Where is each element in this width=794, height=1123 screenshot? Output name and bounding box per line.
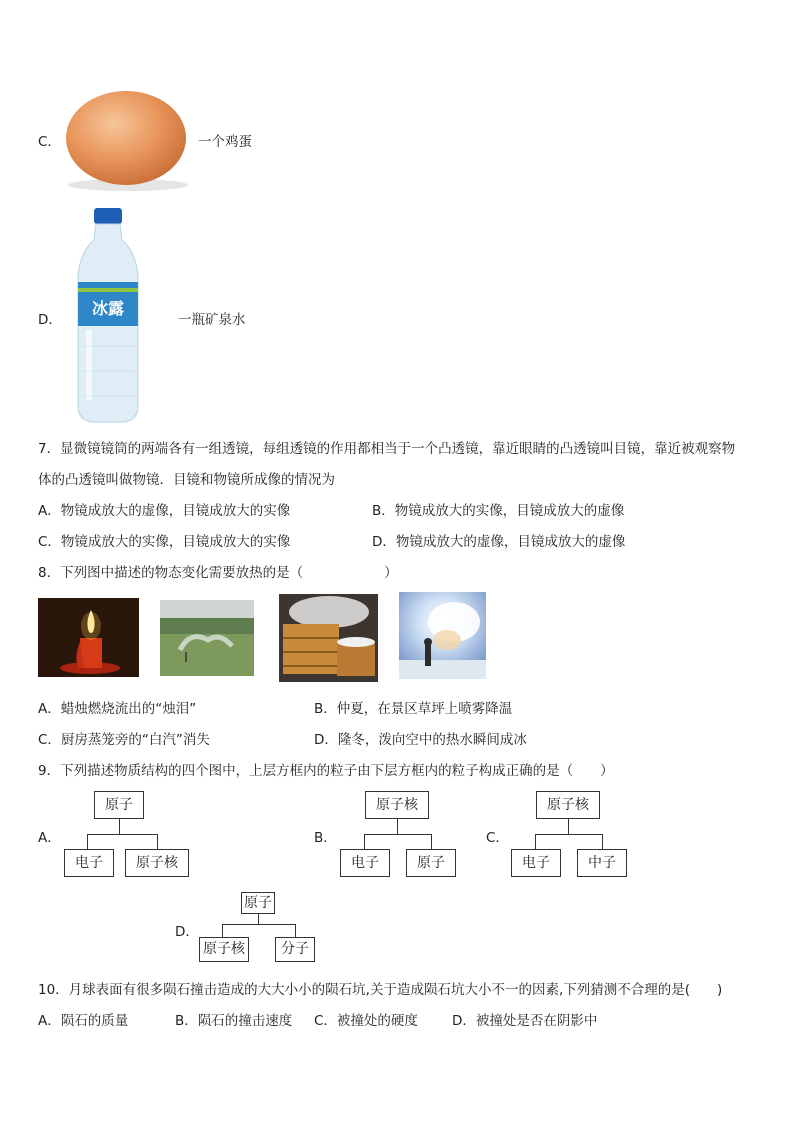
q9-a-left-box: 电子 [64, 849, 114, 877]
q9-a-top-box: 原子 [94, 791, 144, 819]
egg-caption: 一个鸡蛋 [198, 134, 252, 150]
q9-diagram-d-label: D． [175, 924, 199, 940]
q9-a-right-drop [157, 834, 158, 849]
q9-c-stem-line [568, 819, 569, 834]
water-bottle-caption: 一瓶矿泉水 [178, 312, 246, 328]
steamer-image [279, 594, 378, 682]
q9-a-right-box: 原子核 [125, 849, 189, 877]
option-d-label: D． [38, 312, 62, 328]
q9-stem: 9．下列描述物质结构的四个图中，上层方框内的粒子由下层方框内的粒子构成正确的是（ ） [38, 763, 614, 779]
q8-stem: 8．下列图中描述的物态变化需要放热的是（ ） [38, 565, 398, 581]
q8-option-a: A．蜡烛燃烧流出的“烛泪” [38, 701, 197, 717]
q9-b-right-box: 原子 [406, 849, 456, 877]
candle-image [38, 598, 139, 677]
q9-d-branch-line [222, 924, 295, 925]
q9-b-top-box: 原子核 [365, 791, 429, 819]
q10-option-d: D．被撞处是否在阴影中 [452, 1013, 598, 1029]
q9-b-left-box: 电子 [340, 849, 390, 877]
q9-c-branch-line [535, 834, 602, 835]
q9-d-right-drop [295, 924, 296, 937]
q8-option-b: B．仲夏，在景区草坪上喷雾降温 [314, 701, 513, 717]
q9-d-stem-line [258, 914, 259, 924]
q9-b-stem-line [397, 819, 398, 834]
bottle-brand-text: 冰露 [91, 299, 125, 318]
q10-option-c: C．被撞处的硬度 [314, 1013, 418, 1029]
water-bottle-image [72, 206, 144, 426]
q8-option-d: D．隆冬，泼向空中的热水瞬间成冰 [314, 732, 527, 748]
q9-d-left-box: 原子核 [199, 937, 249, 962]
q9-b-branch-line [364, 834, 431, 835]
q9-c-left-box: 电子 [511, 849, 561, 877]
q9-diagram-a-label: A． [38, 830, 61, 846]
q7-option-c: C．物镜成放大的实像，目镜成放大的实像 [38, 534, 291, 550]
q9-c-right-drop [602, 834, 603, 849]
q10-option-a: A．陨石的质量 [38, 1013, 129, 1029]
q9-c-left-drop [535, 834, 536, 849]
q9-a-stem-line [119, 819, 120, 834]
q9-d-right-box: 分子 [275, 937, 315, 962]
q9-b-left-drop [364, 834, 365, 849]
option-c-label: C． [38, 134, 61, 150]
q7-option-d: D．物镜成放大的虚像，目镜成放大的虚像 [372, 534, 626, 550]
q9-c-top-box: 原子核 [536, 791, 600, 819]
q7-option-a: A．物镜成放大的虚像，目镜成放大的实像 [38, 503, 291, 519]
q9-a-left-drop [87, 834, 88, 849]
q9-diagram-b-label: B． [314, 830, 337, 846]
egg-image [60, 88, 192, 192]
q9-diagram-c-label: C． [486, 830, 509, 846]
lawn-spray-image [160, 600, 254, 676]
q7-stem-line2: 体的凸透镜叫做物镜．目镜和物镜所成像的情况为 [38, 472, 335, 488]
q10-stem: 10．月球表面有很多陨石撞击造成的大大小小的陨石坑,关于造成陨石坑大小不一的因素,下列猜测不合理的是( ) [38, 982, 723, 998]
q8-option-c: C．厨房蒸笼旁的“白汽”消失 [38, 732, 210, 748]
q10-option-b: B．陨石的撞击速度 [175, 1013, 293, 1029]
q7-stem-line1: 7．显微镜镜筒的两端各有一组透镜，每组透镜的作用都相当于一个凸透镜，靠近眼睛的凸透镜叫目镜，靠近被观察物 [38, 441, 736, 457]
q9-b-right-drop [431, 834, 432, 849]
hot-water-freeze-image [399, 592, 486, 679]
q9-a-branch-line [87, 834, 157, 835]
q9-c-right-box: 中子 [577, 849, 627, 877]
q9-d-top-box: 原子 [241, 892, 275, 914]
q7-option-b: B．物镜成放大的实像，目镜成放大的虚像 [372, 503, 625, 519]
q9-d-left-drop [222, 924, 223, 937]
